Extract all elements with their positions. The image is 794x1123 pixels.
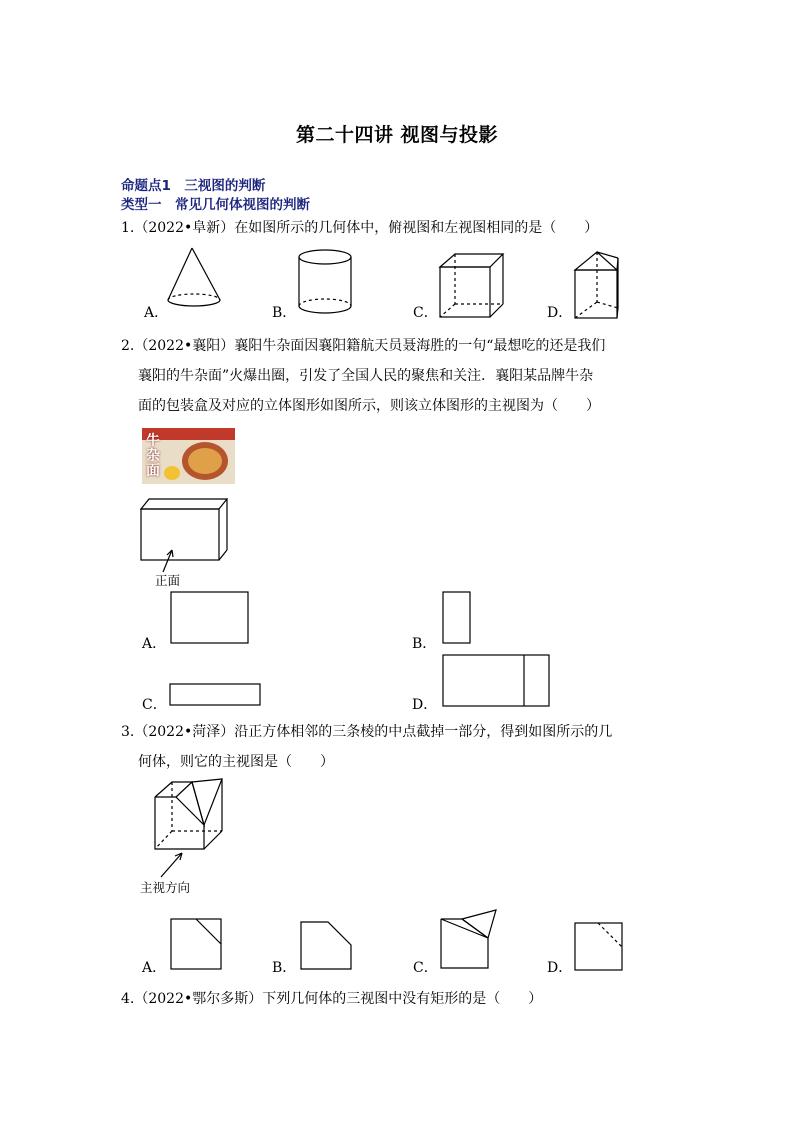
q1-option-b-label[interactable]: B． [272, 305, 297, 321]
truncated-cube-figure [152, 779, 232, 854]
q2-option-a-shape [170, 591, 250, 645]
question-2-line-1: 2.（2022•襄阳）襄阳牛杂面因襄阳籍航天员聂海胜的一句“最想吃的还是我们 [121, 338, 606, 354]
q2-option-d-shape [442, 654, 552, 708]
section-heading: 命题点1 三视图的判断 [121, 178, 266, 194]
q3-option-d-shape [574, 922, 628, 974]
q3-option-b-label[interactable]: B． [272, 960, 297, 976]
q3-option-a-label[interactable]: A． [142, 960, 167, 976]
question-2-line-3: 面的包装盒及对应的立体图形如图所示，则该立体图形的主视图为（ ） [138, 398, 600, 414]
cube-figure [437, 252, 507, 322]
page-title: 第二十四讲 视图与投影 [295, 124, 499, 146]
q2-option-a-label[interactable]: A． [142, 636, 167, 652]
q2-option-c-shape [169, 683, 263, 707]
q3-option-b-shape [300, 921, 354, 975]
q2-option-c-label[interactable]: C． [142, 697, 167, 713]
q3-option-c-shape [440, 908, 500, 972]
package-brand-text: 牛杂面 [146, 433, 160, 479]
subsection-heading: 类型一 常见几何体视图的判断 [121, 197, 310, 213]
view-direction-arrow-icon [158, 850, 188, 880]
question-4-text: 4.（2022•鄂尔多斯）下列几何体的三视图中没有矩形的是（ ） [121, 991, 543, 1007]
question-2-line-2: 襄阳的牛杂面”火爆出圈，引发了全国人民的聚焦和关注．襄阳某品牌牛杂 [138, 368, 594, 384]
q3-option-a-shape [170, 918, 224, 972]
question-3-line-1: 3.（2022•菏泽）沿正方体相邻的三条棱的中点截掉一部分，得到如图所示的几 [121, 724, 613, 740]
q3-option-c-label[interactable]: C． [413, 960, 438, 976]
q2-option-b-label[interactable]: B． [412, 636, 437, 652]
question-1-text: 1.（2022•阜新）在如图所示的几何体中，俯视图和左视图相同的是（ ） [121, 220, 599, 236]
q3-option-d-label[interactable]: D． [547, 960, 573, 976]
q2-option-d-label[interactable]: D． [412, 697, 438, 713]
q1-option-d-label[interactable]: D． [547, 305, 573, 321]
q2-option-b-shape [442, 591, 472, 645]
question-3-line-2: 何体，则它的主视图是（ ） [138, 754, 334, 770]
front-face-label: 正面 [155, 573, 181, 588]
cylinder-figure [297, 248, 359, 318]
triangular-prism-figure [572, 250, 632, 320]
q1-option-c-label[interactable]: C． [413, 305, 438, 321]
cone-figure [160, 245, 230, 315]
package-box-figure [140, 497, 230, 567]
q1-option-a-label[interactable]: A． [144, 305, 169, 321]
view-direction-label: 主视方向 [140, 880, 191, 895]
noodle-package-photo [142, 428, 235, 484]
